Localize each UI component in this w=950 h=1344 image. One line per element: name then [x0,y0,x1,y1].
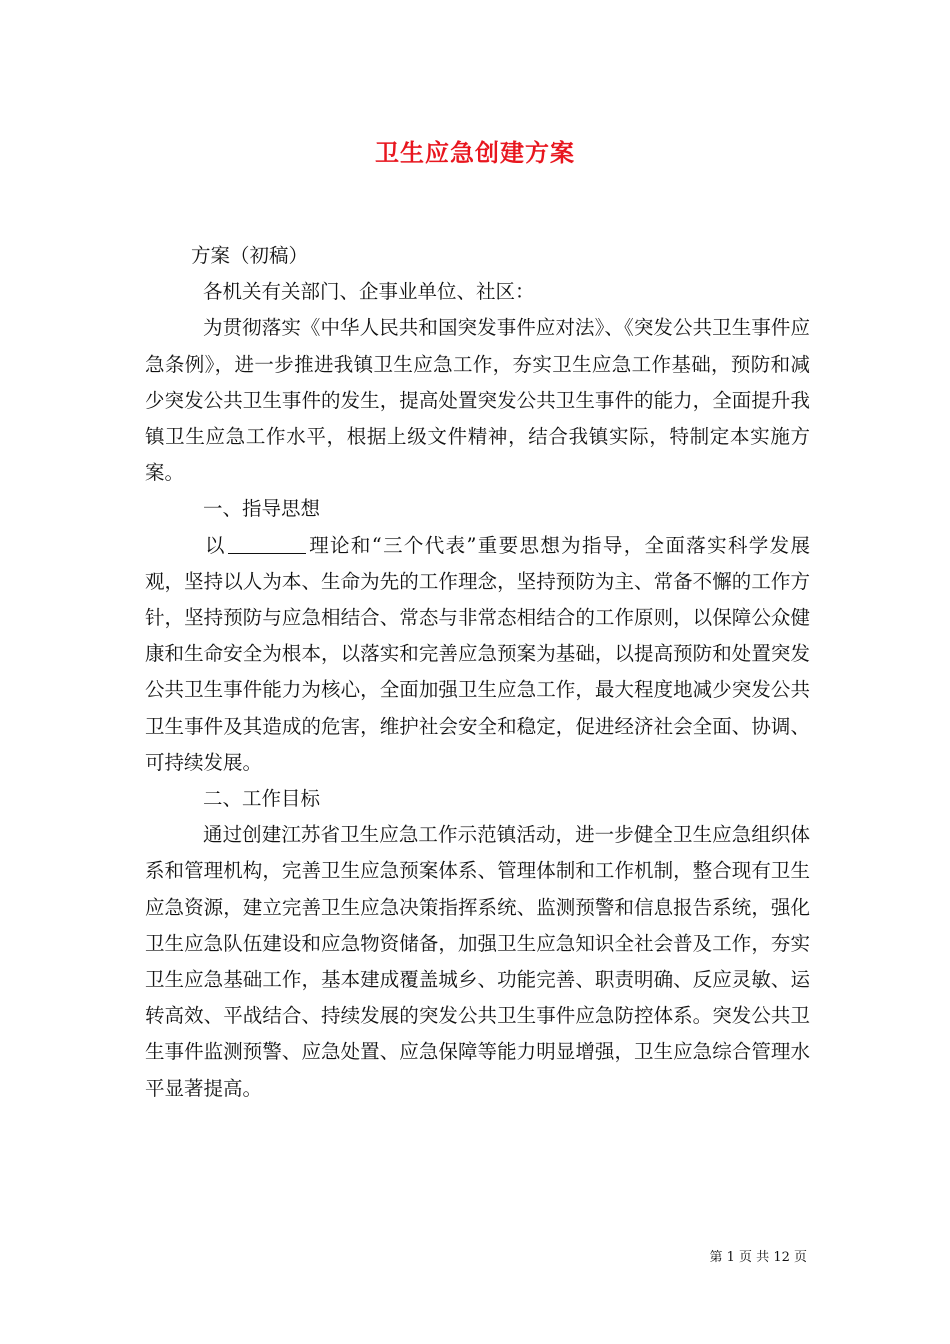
section-heading-work-goals: 二、工作目标 [203,787,321,811]
guiding-ideology-prefix: 以 [205,533,226,557]
salutation: 各机关有关部门、企事业单位、社区： [203,280,535,304]
intro-paragraph: 为贯彻落实《中华人民共和国突发事件应对法》、《突发公共卫生事件应急条例》，进一步推进我镇卫生应急工作，夯实卫生应急工作基础，预防和减少突发公共卫生事件的发生，提高处置突发公共卫生事件的能力，全面提升我镇卫生应急工作水平，根据上级文件精神，结合我镇实际，特制定本实施方案。 [145,316,810,485]
guiding-ideology-paragraph [145,528,810,781]
page-number: 第 1 页 共 12 页 [709,1250,807,1265]
draft-label: 方案（初稿） [191,244,309,267]
blank-underline [228,535,306,554]
section-heading-guiding-ideology: 一、指导思想 [203,497,321,521]
guiding-ideology-text: 理论和“三个代表”重要思想为指导，全面落实科学发展观，坚持以人为本、生命为先的工作理念，坚持预防为主、常备不懈的工作方针，坚持预防与应急相结合、常态与非常态相结合的工作原则，以保障公众健康和生命安全为根本，以落实和完善应急预案为基础，以提高预防和处置突发公共卫生事件能力为核心，全面加强卫生应急工作，最大程度地减少突发公共卫生事件及其造成的危害，维护社会安全和稳定，促进经济社会全面、协调、可持续发展。 [145,533,810,774]
document-body [145,238,810,1107]
work-goals-paragraph: 通过创建江苏省卫生应急工作示范镇活动，进一步健全卫生应急组织体系和管理机构，完善卫生应急预案体系、管理体制和工作机制，整合现有卫生应急资源，建立完善卫生应急决策指挥系统、监测预警和信息报告系统，强化卫生应急队伍建设和应急物资储备，加强卫生应急知识全社会普及工作，夯实卫生应急基础工作，基本建成覆盖城乡、功能完善、职责明确、反应灵敏、运转高效、平战结合、持续发展的突发公共卫生事件应急防控体系。突发公共卫生事件监测预警、应急处置、应急保障等能力明显增强，卫生应急综合管理水平显著提高。 [145,823,810,1100]
document-title: 卫生应急创建方案 [375,138,575,167]
